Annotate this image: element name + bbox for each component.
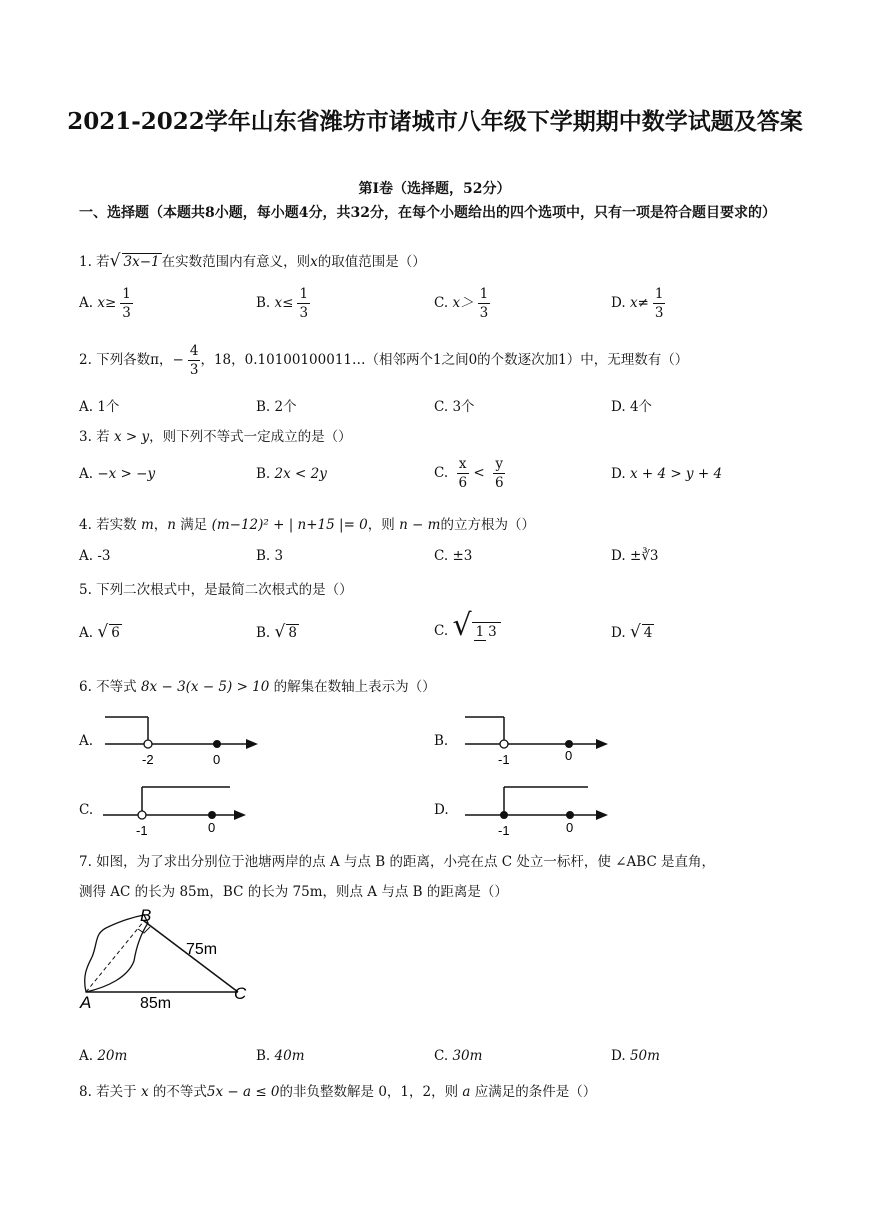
- fraction: [493, 455, 506, 492]
- tick-label: -1: [136, 823, 148, 838]
- q2-option-a[interactable]: [79, 395, 119, 415]
- tick-label: 0: [208, 820, 216, 835]
- option-text: 1个: [97, 399, 120, 415]
- option-letter: C.: [434, 623, 449, 639]
- q1-post2: 的取值范围是（）: [317, 254, 426, 270]
- tick-label: 0: [213, 752, 221, 767]
- q8-var-a: a: [462, 1084, 471, 1100]
- q3-option-c[interactable]: [434, 455, 506, 492]
- option-letter: D.: [611, 295, 626, 311]
- option-letter: A.: [79, 1048, 94, 1064]
- q1-post: 在实数范围内有意义，则: [161, 254, 311, 270]
- q6-option-b[interactable]: [434, 733, 448, 749]
- q8-pre: 8. 若关于: [79, 1084, 137, 1100]
- question-6: [79, 675, 436, 695]
- fraction: [120, 285, 133, 322]
- option-text: ±∛3: [629, 548, 659, 564]
- minus-sign: −: [172, 352, 184, 368]
- option-letter: A.: [79, 466, 94, 482]
- q2-post: ，18，0.10100100011…（相邻两个1之间0的个数逐次加1）中，无理数有（）: [200, 352, 689, 368]
- option-text: 2个: [274, 399, 297, 415]
- option-letter: B.: [256, 1048, 271, 1064]
- option-letter: B.: [434, 733, 449, 749]
- q5-option-d[interactable]: [611, 622, 654, 642]
- less-than: <: [473, 465, 485, 481]
- pond-triangle-figure: [78, 905, 258, 1013]
- option-relation: x≤: [274, 295, 294, 311]
- q4-option-c[interactable]: [434, 548, 472, 564]
- sqrt-sign-icon: √: [629, 622, 641, 642]
- q8-post2: 应满足的条件是（）: [474, 1084, 597, 1100]
- point-label-c: C: [234, 984, 247, 1003]
- option-letter: D.: [611, 1048, 626, 1064]
- option-letter: A.: [79, 399, 94, 415]
- q2-option-b[interactable]: [256, 395, 297, 415]
- option-letter: D.: [611, 399, 626, 415]
- question-1: [79, 250, 426, 271]
- question-5: 5. 下列二次根式中，是最简二次根式的是（）: [79, 582, 353, 598]
- question-8: [79, 1080, 596, 1100]
- denominator: 3: [299, 305, 309, 321]
- q4-option-b[interactable]: [256, 548, 283, 564]
- option-letter: A.: [79, 548, 94, 564]
- option-letter: C.: [434, 465, 449, 481]
- denominator: 3: [654, 305, 664, 321]
- q4-mid: 满足: [180, 517, 208, 533]
- q3-option-d[interactable]: [611, 466, 722, 482]
- fraction: [456, 455, 469, 492]
- numerator: x: [458, 456, 467, 472]
- option-letter: B.: [256, 466, 271, 482]
- q4-sep: ，: [153, 517, 168, 533]
- option-relation: x＞: [452, 295, 474, 311]
- q7-option-b[interactable]: [256, 1048, 305, 1064]
- option-letter: A.: [79, 295, 94, 311]
- tick-label: -1: [498, 823, 510, 838]
- q1-option-a[interactable]: [79, 285, 133, 322]
- q3-pre: 3. 若: [79, 429, 110, 445]
- option-letter: C.: [434, 295, 449, 311]
- radicand: 4: [643, 625, 653, 641]
- point-label-b: B: [140, 906, 152, 925]
- q8-mid: 的不等式: [152, 1084, 207, 1100]
- option-text: 2x < 2y: [274, 466, 327, 482]
- part-heading: 一、选择题（本题共8小题，每小题4分，共32分，在每个小题给出的四个选项中，只有一项是符合题目要求的）: [79, 205, 776, 221]
- fraction: [188, 342, 201, 379]
- numerator: 1: [479, 286, 489, 302]
- section-heading: 第Ⅰ卷（选择题，52分）: [358, 181, 511, 197]
- q2-option-d[interactable]: [611, 395, 652, 415]
- numerator: 4: [189, 343, 199, 359]
- option-letter: C.: [434, 1048, 449, 1064]
- q3-option-a[interactable]: [79, 466, 155, 482]
- option-letter: D.: [611, 466, 626, 482]
- question-7-line-2: 测得 AC 的长为 85m，BC 的长为 75m，则点 A 与点 B 的距离是（）: [79, 884, 508, 900]
- option-text: ±3: [452, 548, 473, 564]
- q5-option-c[interactable]: [434, 608, 501, 643]
- q2-option-c[interactable]: [434, 395, 475, 415]
- option-letter: B.: [256, 399, 271, 415]
- numerator: 1: [299, 286, 309, 302]
- question-3: [79, 425, 352, 445]
- numerator: y: [495, 456, 504, 472]
- denominator: 6: [494, 475, 504, 491]
- page-title: 2021-2022学年山东省潍坊市诸城市八年级下学期期中数学试题及答案: [67, 108, 803, 135]
- option-text: 30m: [452, 1048, 483, 1064]
- option-text: 40m: [274, 1048, 305, 1064]
- number-line-a: [100, 712, 270, 768]
- option-letter: B.: [256, 625, 271, 641]
- q7-option-c[interactable]: [434, 1048, 482, 1064]
- option-text: 3个: [452, 399, 475, 415]
- fraction: [472, 622, 501, 641]
- denominator: 3: [488, 624, 497, 640]
- tick-label: 0: [566, 820, 574, 835]
- denominator: 3: [122, 305, 131, 321]
- q2-pre: 2. 下列各数π，: [79, 352, 173, 368]
- question-7-line-1: 7. 如图，为了求出分别位于池塘两岸的点 A 与点 B 的距离，小亮在点 C 处立一标杆，使 ∠ABC 是直角，: [79, 854, 716, 870]
- number-line-b: [460, 712, 620, 768]
- tick-label: -1: [498, 752, 510, 767]
- q4-expression: (m−12)² + | n+15 |= 0: [211, 517, 368, 533]
- option-letter: D.: [611, 625, 626, 641]
- sqrt-sign-icon: √: [97, 622, 109, 642]
- number-line-d: [460, 782, 620, 838]
- q7-option-a[interactable]: [79, 1048, 127, 1064]
- q6-pre: 6. 不等式: [79, 679, 137, 695]
- option-text: 4个: [629, 399, 653, 415]
- sqrt-sign-icon: √: [109, 251, 121, 271]
- option-text: 20m: [97, 1048, 128, 1064]
- option-relation: x≠: [629, 295, 649, 311]
- option-text: -3: [97, 548, 111, 564]
- q4-option-a[interactable]: [79, 548, 111, 564]
- q3-condition: x > y: [113, 429, 150, 445]
- q3-post: ，则下列不等式一定成立的是（）: [149, 429, 352, 445]
- numerator: 1: [654, 286, 664, 302]
- option-text: x + 4 > y + 4: [629, 466, 723, 482]
- denominator: 3: [479, 305, 489, 321]
- option-text: −x > −y: [97, 466, 156, 482]
- q3-option-b[interactable]: [256, 466, 327, 482]
- q6-option-d[interactable]: [434, 802, 449, 818]
- radicand: 6: [111, 625, 120, 641]
- option-letter: C.: [434, 399, 449, 415]
- q8-post: 的非负整数解是 0，1，2，则: [279, 1084, 459, 1100]
- q1-var: x: [310, 254, 318, 270]
- radicand: 8: [288, 625, 297, 641]
- option-relation: x≥: [97, 295, 117, 311]
- option-letter: B.: [256, 295, 271, 311]
- q4-post2: 的立方根为（）: [440, 517, 535, 533]
- fraction: [297, 285, 310, 322]
- q1-option-c[interactable]: [434, 285, 490, 322]
- q6-post: 的解集在数轴上表示为（）: [273, 679, 436, 695]
- q1-radicand: 3x−1: [123, 254, 160, 270]
- sqrt-sign-icon: √: [452, 608, 472, 643]
- point-label-a: A: [80, 993, 92, 1012]
- q4-post: ，则: [367, 517, 395, 533]
- q5-option-b[interactable]: [256, 622, 299, 642]
- q6-expression: 8x − 3(x − 5) > 10: [140, 679, 270, 695]
- q1-option-b[interactable]: [256, 285, 310, 322]
- denominator: 3: [189, 362, 199, 378]
- option-letter: A.: [79, 625, 94, 641]
- denominator: 6: [458, 475, 468, 491]
- number-line-c: [98, 782, 258, 838]
- numerator: 1: [122, 286, 131, 302]
- tick-label: -2: [142, 752, 154, 767]
- q1-option-d[interactable]: [611, 285, 665, 322]
- option-text: 50m: [629, 1048, 660, 1064]
- option-letter: D.: [434, 802, 449, 818]
- tick-label: 0: [565, 748, 573, 763]
- option-letter: C.: [434, 548, 449, 564]
- q8-expression: 5x − a ≤ 0: [206, 1084, 280, 1100]
- fraction: [653, 285, 666, 322]
- bc-length: 75m: [186, 941, 218, 958]
- q8-var: x: [140, 1084, 149, 1100]
- sqrt-sign-icon: √: [274, 622, 286, 642]
- option-letter: B.: [256, 548, 271, 564]
- question-2: [79, 342, 688, 379]
- question-4: [79, 513, 535, 533]
- q4-expression-2: n − m: [399, 517, 441, 533]
- option-letter: D.: [611, 548, 626, 564]
- q1-pre: 1. 若: [79, 254, 110, 270]
- q6-option-c[interactable]: [79, 802, 93, 818]
- q5-option-a[interactable]: [79, 622, 122, 642]
- q6-option-a[interactable]: [79, 733, 93, 749]
- ac-length: 85m: [140, 995, 172, 1012]
- fraction: [478, 285, 491, 322]
- q7-option-d[interactable]: [611, 1048, 660, 1064]
- q4-var-m: m: [140, 517, 154, 533]
- q4-pre: 4. 若实数: [79, 517, 137, 533]
- option-letter: A.: [79, 733, 94, 749]
- option-text: 3: [274, 548, 284, 564]
- numerator: 1: [475, 624, 485, 640]
- q4-var-n: n: [167, 517, 176, 533]
- q4-option-d[interactable]: [611, 548, 658, 564]
- option-letter: C.: [79, 802, 94, 818]
